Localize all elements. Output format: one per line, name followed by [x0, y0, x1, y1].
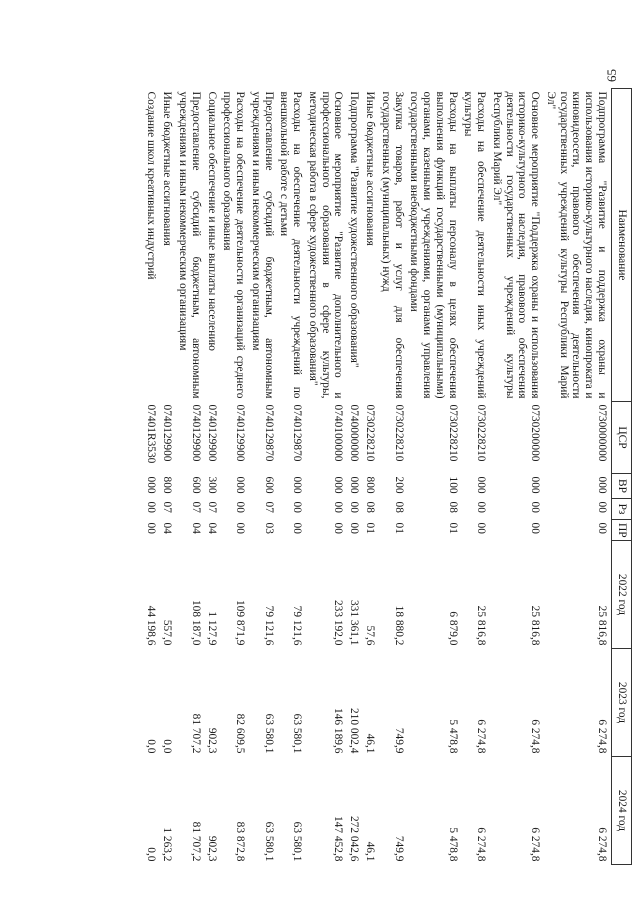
cell-y2022: 25 816,8	[529, 605, 542, 646]
cell-y2024: 1 263,2	[161, 827, 174, 862]
cell-y2024: 83 872,8	[234, 821, 247, 862]
cell-pr: 01	[392, 522, 405, 534]
cell-rz: 00	[348, 501, 361, 513]
cell-vr: 300	[205, 476, 218, 494]
cell-vr: 600	[189, 476, 202, 494]
cell-vr: 000	[234, 476, 247, 494]
cell-y2022: 331 361,1	[348, 599, 361, 646]
cell-csr: 0740000000	[348, 404, 361, 462]
cell-csr: 0730228210	[446, 404, 459, 462]
cell-csr: 0740129900	[161, 404, 174, 462]
table-row	[176, 89, 205, 865]
cell-name: Иные бюджетные ассигнования	[161, 91, 174, 246]
cell-csr: 0740129870	[291, 404, 304, 462]
table-row	[161, 89, 177, 865]
cell-csr: 0730000000	[596, 404, 608, 462]
cell-name: Основное мероприятие "Поддержка охраны и использования историко-культурного наследия, правового обеспечения деятельности государственных учреждений культуры Республики Марий Эл"	[490, 91, 542, 399]
header-2022: 2022 год	[612, 541, 632, 649]
cell-y2024: 6 274,8	[529, 827, 542, 862]
cell-pr: 01	[363, 522, 376, 534]
cell-y2023: 63 580,1	[291, 713, 304, 754]
cell-pr: 00	[596, 522, 608, 534]
cell-rz: 00	[291, 501, 304, 513]
cell-y2024: 749,9	[392, 835, 405, 862]
budget-document	[94, 88, 632, 864]
cell-vr: 000	[348, 476, 361, 494]
cell-y2023: 6 274,8	[596, 719, 608, 754]
table-row	[462, 89, 491, 865]
cell-y2022: 44 198,6	[145, 605, 158, 646]
cell-pr: 01	[446, 522, 459, 534]
cell-pr: 00	[291, 522, 304, 534]
cell-y2023: 6 274,8	[529, 719, 542, 754]
header-pr: ПР	[612, 520, 632, 541]
cell-name: Расходы на обеспечение деятельности организаций среднего профессионального образования	[221, 91, 247, 399]
cell-y2022: 79 121,6	[262, 605, 275, 646]
cell-rz: 08	[363, 501, 376, 513]
cell-y2022: 233 192,0	[332, 599, 345, 646]
cell-name: Основное мероприятие "Развитие дополнительного и профессионального образования в сфере культуры, методическая работа в сфере художественного образования"	[306, 91, 345, 399]
cell-pr: 00	[332, 522, 345, 534]
cell-rz: 08	[446, 501, 459, 513]
cell-y2023: 63 580,1	[262, 713, 275, 754]
cell-csr: 0740129900	[189, 404, 202, 462]
cell-vr: 100	[446, 476, 459, 494]
budget-table	[145, 88, 632, 865]
header-rz: Рз	[612, 499, 632, 520]
header-2023: 2023 год	[612, 649, 632, 757]
cell-y2022: 25 816,8	[475, 605, 488, 646]
page-number: 65	[604, 69, 619, 82]
table-row	[306, 89, 347, 865]
cell-csr: 0740100000	[332, 404, 345, 462]
cell-y2024: 6 274,8	[475, 827, 488, 862]
table-row	[221, 89, 250, 865]
cell-vr: 000	[475, 476, 488, 494]
header-2024: 2024 год	[612, 757, 632, 865]
cell-csr: 07401R3530	[145, 404, 158, 464]
table-header	[612, 89, 632, 865]
cell-vr: 000	[145, 476, 158, 494]
cell-vr: 000	[291, 476, 304, 494]
cell-y2024: 272 042,6	[348, 815, 361, 862]
table-row	[145, 89, 161, 865]
cell-y2023: 81 707,2	[189, 713, 202, 754]
cell-rz: 00	[596, 501, 608, 513]
cell-y2023: 0,0	[145, 739, 158, 754]
cell-y2023: 146 189,6	[332, 707, 345, 754]
cell-pr: 00	[234, 522, 247, 534]
table-row	[363, 89, 379, 865]
header-csr: ЦСР	[612, 402, 632, 474]
cell-pr: 00	[529, 522, 542, 534]
cell-name: Расходы на обеспечение деятельности иных учреждений культуры	[462, 91, 488, 399]
cell-y2024: 63 580,1	[262, 821, 275, 862]
cell-vr: 000	[596, 476, 608, 494]
cell-y2023: 82 609,5	[234, 713, 247, 754]
cell-csr: 0730228210	[363, 404, 376, 462]
cell-y2024: 147 452,8	[332, 815, 345, 862]
cell-y2024: 81 707,2	[189, 821, 202, 862]
cell-rz: 07	[262, 501, 275, 513]
cell-name: Предоставление субсидий бюджетным, автономным учреждениям и иным некоммерческим организациям	[177, 91, 202, 399]
cell-pr: 03	[262, 522, 275, 534]
cell-y2023: 5 478,8	[446, 719, 459, 754]
header-name: Наименование	[612, 89, 632, 402]
table-row	[205, 89, 221, 865]
cell-rz: 00	[529, 501, 542, 513]
cell-name: Иные бюджетные ассигнования	[363, 91, 376, 246]
cell-csr: 0740129900	[205, 404, 218, 462]
cell-name: Расходы на выплаты персоналу в целях обеспечения выполнения функций государственными (муниципальными) органами, казенными учреждениями, органами управления государственными внебюджетными фондами	[408, 91, 459, 399]
cell-y2022: 6 879,0	[446, 611, 459, 646]
cell-csr: 0730228210	[475, 404, 488, 462]
cell-pr: 04	[189, 522, 202, 534]
cell-csr: 0740129870	[262, 404, 275, 462]
cell-y2022: 557,0	[161, 619, 174, 646]
cell-y2022: 25 816,8	[596, 605, 608, 646]
cell-y2024: 0,0	[145, 847, 158, 862]
cell-name: Создание школ креативных индустрий	[145, 91, 158, 280]
cell-pr: 04	[205, 522, 218, 534]
cell-vr: 800	[363, 476, 376, 494]
table-row	[278, 89, 307, 865]
cell-y2023: 210 002,4	[348, 707, 361, 754]
cell-y2023: 6 274,8	[475, 719, 488, 754]
cell-rz: 07	[189, 501, 202, 513]
cell-y2022: 1 127,9	[205, 611, 218, 646]
cell-pr: 00	[348, 522, 361, 534]
header-vr: ВР	[612, 474, 632, 499]
cell-y2024: 6 274,8	[596, 827, 608, 862]
cell-pr: 00	[475, 522, 488, 534]
cell-y2023: 902,3	[205, 727, 218, 754]
cell-rz: 00	[332, 501, 345, 513]
table-body	[145, 89, 612, 865]
cell-csr: 0730200000	[529, 404, 542, 462]
table-row	[490, 89, 544, 865]
cell-name: Предоставление субсидий бюджетным, автономным учреждениям и иным некоммерческим организациям	[249, 91, 275, 399]
cell-name: Подпрограмма "Развитие художественного образования"	[348, 91, 361, 368]
cell-y2023: 0,0	[161, 739, 174, 754]
cell-name: Подпрограмма "Развитие и поддержка охраны и использования историко-культурного наследия, кинопроката и киновидеосети, правового обеспечения деятельности государственных учреждений культуры Республики Марий Эл"	[544, 91, 608, 399]
cell-y2022: 108 187,0	[189, 599, 202, 646]
cell-name: Закупка товаров, работ и услуг для обеспечения государственных (муниципальных) нужд	[379, 91, 405, 399]
cell-rz: 00	[234, 501, 247, 513]
cell-y2022: 57,6	[363, 625, 376, 646]
cell-vr: 600	[262, 476, 275, 494]
cell-vr: 800	[161, 476, 174, 494]
cell-y2024: 5 478,8	[446, 827, 459, 862]
cell-vr: 200	[392, 476, 405, 494]
cell-name: Расходы на обеспечение деятельности учреждений по внешкольной работе с детьми	[278, 91, 304, 399]
cell-name: Социальное обеспечение и иные выплаты населению	[205, 91, 218, 351]
cell-rz: 00	[145, 501, 158, 513]
cell-pr: 00	[145, 522, 158, 534]
cell-rz: 07	[161, 501, 174, 513]
cell-y2024: 63 580,1	[291, 821, 304, 862]
cell-rz: 00	[475, 501, 488, 513]
table-row	[249, 89, 278, 865]
cell-csr: 0730228210	[392, 404, 405, 462]
table-row	[379, 89, 408, 865]
table-row	[347, 89, 363, 865]
cell-y2023: 749,9	[392, 727, 405, 754]
cell-y2024: 46,1	[363, 841, 376, 862]
cell-rz: 08	[392, 501, 405, 513]
table-row	[544, 89, 611, 865]
cell-vr: 000	[332, 476, 345, 494]
cell-vr: 000	[529, 476, 542, 494]
cell-y2022: 18 880,2	[392, 605, 405, 646]
cell-rz: 07	[205, 501, 218, 513]
table-row	[408, 89, 462, 865]
cell-csr: 0740129900	[234, 404, 247, 462]
cell-y2024: 902,3	[205, 835, 218, 862]
cell-y2022: 109 871,9	[234, 599, 247, 646]
cell-y2023: 46,1	[363, 733, 376, 754]
cell-y2022: 79 121,6	[291, 605, 304, 646]
cell-pr: 04	[161, 522, 174, 534]
